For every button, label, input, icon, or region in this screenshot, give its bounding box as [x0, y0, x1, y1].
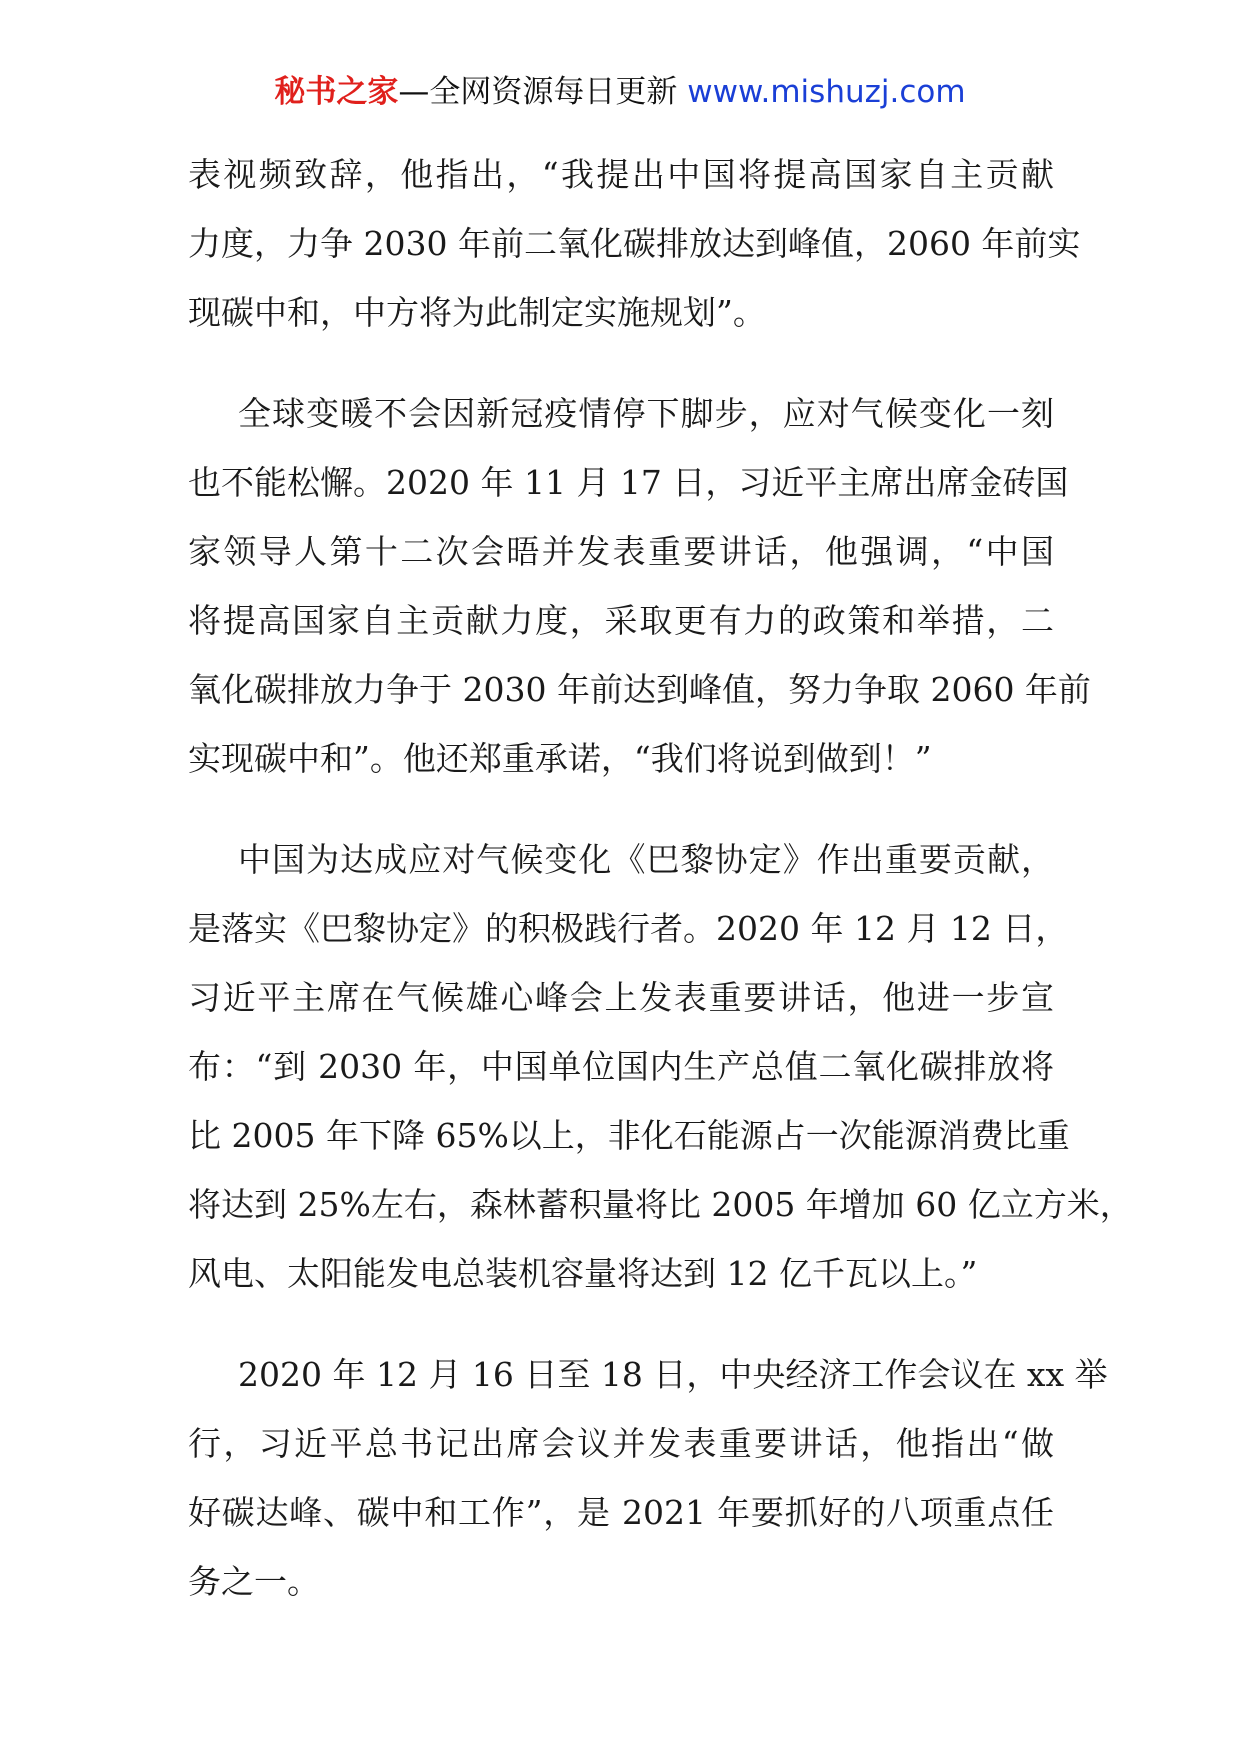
text-line: 也不能松懈。2020 年 11 月 17 日，习近平主席出席金砖国	[188, 463, 1069, 502]
text-line: 习近平主席在气候雄心峰会上发表重要讲话，他进一步宣	[188, 978, 1054, 1017]
site-header	[0, 70, 1240, 114]
text-line: 全球变暖不会因新冠疫情停下脚步，应对气候变化一刻	[238, 394, 1054, 433]
text-line: 实现碳中和”。他还郑重承诺，“我们将说到做到！”	[188, 739, 932, 778]
text-line: 风电、太阳能发电总装机容量将达到 12 亿千瓦以上。”	[188, 1254, 978, 1293]
document-body	[188, 140, 1133, 1648]
text-line: 务之一。	[188, 1562, 320, 1601]
text-line: 好碳达峰、碳中和工作”，是 2021 年要抓好的八项重点任	[188, 1493, 1054, 1532]
text-line: 氧化碳排放力争于 2030 年前达到峰值，努力争取 2060 年前	[188, 670, 1091, 709]
text-line: 将达到 25%左右，森林蓄积量将比 2005 年增加 60 亿立方米，	[188, 1185, 1133, 1224]
site-url-link[interactable]: www.mishuzj.com	[687, 74, 966, 110]
text-line: 力度，力争 2030 年前二氧化碳排放达到峰值，2060 年前实	[188, 224, 1081, 263]
text-line: 中国为达成应对气候变化《巴黎协定》作出重要贡献，	[238, 840, 1054, 879]
text-line: 是落实《巴黎协定》的积极践行者。2020 年 12 月 12 日，	[188, 909, 1069, 948]
paragraph-4	[188, 1340, 1108, 1616]
text-line: 2020 年 12 月 16 日至 18 日，中央经济工作会议在 xx 举	[238, 1355, 1108, 1394]
paragraph-3	[188, 825, 1133, 1308]
text-line: 现碳中和，中方将为此制定实施规划”。	[188, 293, 766, 332]
header-tagline: —全网资源每日更新	[398, 74, 678, 110]
text-line: 表视频致辞，他指出，“我提出中国将提高国家自主贡献	[188, 155, 1054, 194]
text-line: 将提高国家自主贡献力度，采取更有力的政策和举措，二	[188, 601, 1054, 640]
paragraph-1	[188, 140, 1081, 347]
text-line: 家领导人第十二次会晤并发表重要讲话，他强调，“中国	[188, 532, 1054, 571]
text-line: 行，习近平总书记出席会议并发表重要讲话，他指出“做	[188, 1424, 1054, 1463]
paragraph-2	[188, 379, 1091, 793]
text-line: 布：“到 2030 年，中国单位国内生产总值二氧化碳排放将	[188, 1047, 1054, 1086]
text-line: 比 2005 年下降 65%以上，非化石能源占一次能源消费比重	[188, 1116, 1070, 1155]
brand-name: 秘书之家	[274, 74, 399, 110]
